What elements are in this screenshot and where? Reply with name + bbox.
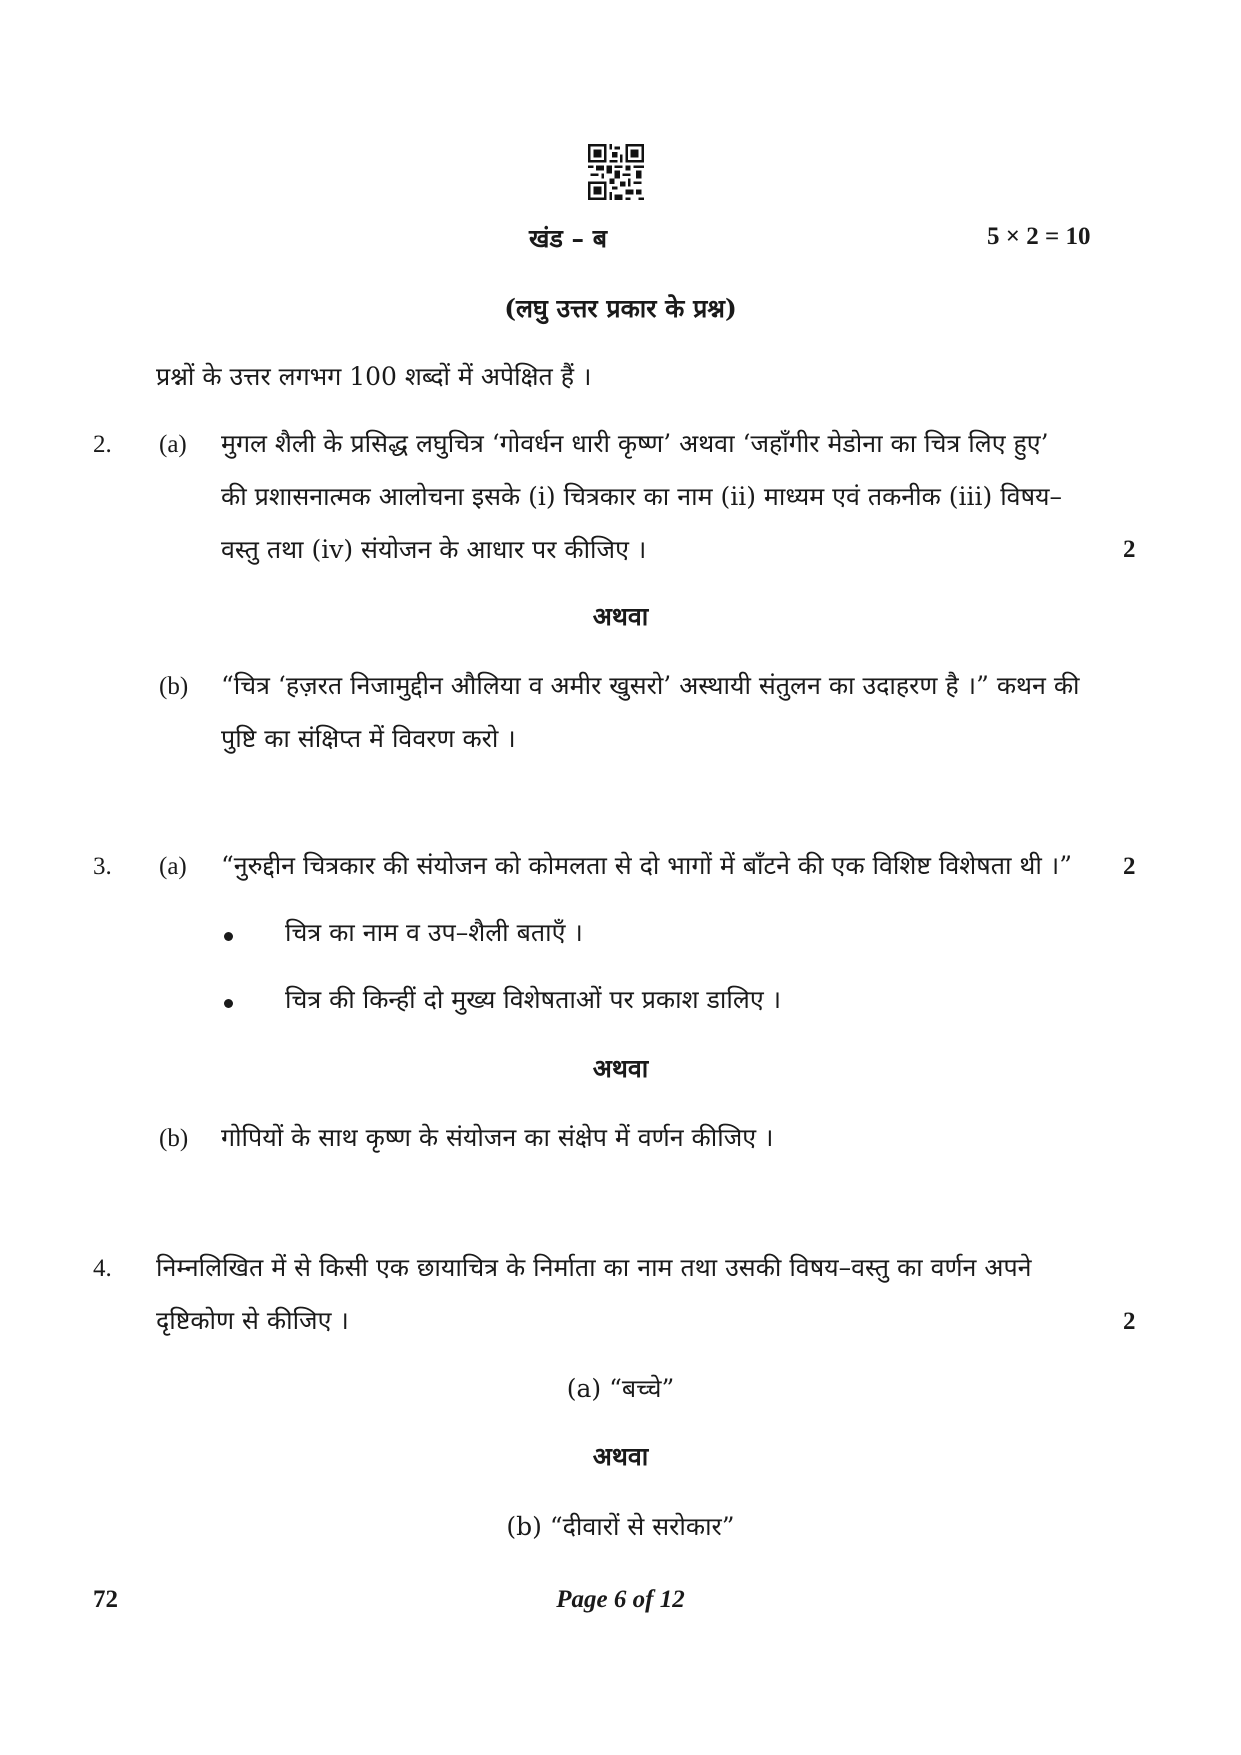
q3-bullet-2: चित्र की किन्हीं दो मुख्य विशेषताओं पर प्रकाश डालिए ।	[285, 985, 782, 1014]
q3-marks: 2	[1123, 853, 1136, 880]
q2-a-line-1: मुगल शैली के प्रसिद्ध लघुचित्र ‘गोवर्धन धारी कृष्ण’ अथवा ‘जहाँगीर मेडोना का चित्र लिए हुए’	[221, 429, 1049, 458]
q4-line-1: निम्नलिखित में से किसी एक छायाचित्र के निर्माता का नाम तथा उसकी विषय–वस्तु का वर्णन अपने	[156, 1253, 1032, 1282]
q3-b-line-1: गोपियों के साथ कृष्ण के संयोजन का संक्षेप में वर्णन कीजिए ।	[221, 1123, 774, 1152]
question-number-2: 2.	[93, 431, 112, 458]
q4-marks: 2	[1123, 1308, 1136, 1335]
qr-code-image	[588, 144, 644, 200]
q3-a-line-1: “नुरुद्दीन चित्रकार की संयोजन को कोमलता से दो भागों में बाँटने की एक विशिष्ट विशेषता थी ।”	[221, 851, 1073, 880]
q3-option-b-label: (b)	[159, 1125, 189, 1152]
q4-option-b: (b) “दीवारों से सरोकार”	[506, 1512, 735, 1541]
q4-option-a: (a) “बच्चे”	[566, 1374, 675, 1403]
bullet-icon	[224, 999, 233, 1008]
paper-code: 72	[93, 1586, 118, 1613]
instruction-text: प्रश्नों के उत्तर लगभग 100 शब्दों में अपेक्षित हैं ।	[156, 362, 592, 391]
section-title: खंड – ब	[529, 224, 608, 253]
q2-or-label: अथवा	[592, 602, 649, 631]
q2-a-line-3: वस्तु तथा (iv) संयोजन के आधार पर कीजिए ।	[221, 535, 647, 564]
q3-bullet-1: चित्र का नाम व उप–शैली बताएँ ।	[285, 918, 583, 947]
q3-option-a-label: (a)	[159, 853, 187, 880]
q4-line-2: दृष्टिकोण से कीजिए ।	[156, 1306, 349, 1335]
section-subtitle: (लघु उत्तर प्रकार के प्रश्न)	[504, 294, 737, 323]
q2-option-b-label: (b)	[159, 673, 189, 700]
bullet-icon	[224, 932, 233, 941]
page-number: Page 6 of 12	[556, 1586, 685, 1613]
q2-a-line-2: की प्रशासनात्मक आलोचना इसके (i) चित्रकार का नाम (ii) माध्यम एवं तकनीक (iii) विषय–	[221, 482, 1063, 511]
marks-formula: 5 × 2 = 10	[987, 223, 1091, 250]
q2-option-a-label: (a)	[159, 431, 187, 458]
q2-b-line-2: पुष्टि का संक्षिप्त में विवरण करो ।	[221, 724, 516, 753]
question-number-4: 4.	[93, 1255, 112, 1282]
q4-or-label: अथवा	[592, 1442, 649, 1471]
question-number-3: 3.	[93, 853, 112, 880]
q2-marks: 2	[1123, 536, 1136, 563]
q2-b-line-1: “चित्र ‘हज़रत निजामुद्दीन औलिया व अमीर खुसरो’ अस्थायी संतुलन का उदाहरण है ।” कथन की	[221, 671, 1080, 700]
q3-or-label: अथवा	[592, 1054, 649, 1083]
